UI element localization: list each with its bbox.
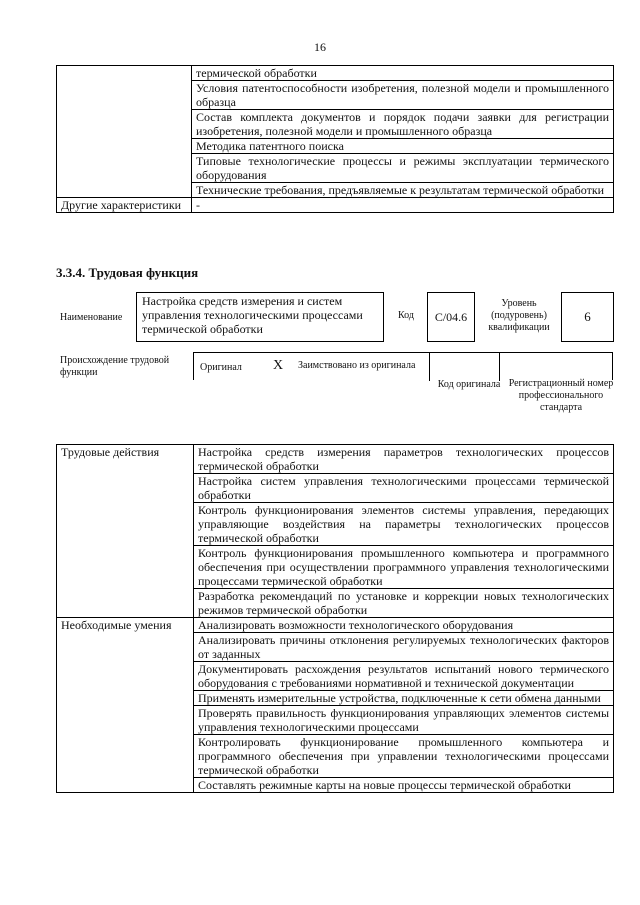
value-cell: Анализировать возможности технологического оборудования [194,618,614,633]
code-caption: Код оригинала [437,379,501,390]
value-cell: Типовые технологические процессы и режимы эксплуатации термического оборудования [192,154,614,183]
page-number: 16 [314,40,326,54]
value-cell: Составлять режимные карты на новые процессы термической обработки [194,778,614,793]
labor-functions-table [56,444,614,793]
value-cell: Контролировать функционирование промышленного компьютера и программного обеспечения при управлении технологическими процессами термической обработки [194,735,614,778]
table-row [57,618,614,633]
origin-label: Происхождение трудовой функции [60,355,170,378]
value-cell: Контроль функционирования промышленного компьютера и программного обеспечения при осуществлении программного управления технологическими процессами термической обработки [194,546,614,589]
borrowed-label: Заимствовано из оригинала [298,360,416,371]
original-label: Оригинал [200,362,242,373]
value-cell: Разработка рекомендаций по установке и коррекции новых технологических режимов термической обработки [194,589,614,618]
value-cell: Применять измерительные устройства, подключенные к сети обмена данными [194,691,614,706]
value-cell: Условия патентоспособности изобретения, полезной модели и промышленного образца [192,81,614,110]
value-cell: Проверять правильность функционирования управляющих элементов системы управления технологическими процессами [194,706,614,735]
row-label-cell: Другие характеристики [57,198,192,213]
level-label: Уровень (подуровень) квалификации [488,298,550,333]
origin-row [193,352,613,380]
table-row [57,66,614,81]
origin-code-cell [430,353,500,381]
code-label: Код [398,310,414,321]
name-label: Наименование [60,312,123,323]
table-row [57,445,614,474]
value-cell: Настройка систем управления технологическими процессами термической обработки [194,474,614,503]
row-label-cell: Необходимые умения [57,618,194,793]
origin-options-cell [194,353,430,381]
value-cell: Настройка средств измерения параметров технологических процессов термической обработки [194,445,614,474]
value-cell: Методика патентного поиска [192,139,614,154]
value-cell: Технические требования, предъявляемые к результатам термической обработки [192,183,614,198]
level-box: 6 [561,292,614,342]
value-cell: Контроль функционирования элементов системы управления, передающих управляющие воздействия на параметры технологических процессов термической обработки [194,503,614,546]
value-cell: Анализировать причины отклонения регулируемых технологических факторов от заданных [194,633,614,662]
value-cell: - [192,198,614,213]
reg-caption: Регистрационный номер профессионального стандарта [508,378,614,413]
function-code-box: C/04.6 [427,292,475,342]
section-title: 3.3.4. Трудовая функция [56,265,199,280]
table-row [57,198,614,213]
top-characteristics-table [56,65,614,213]
value-cell: Документировать расхождения результатов испытаний нового термического оборудования с требованиями нормативной и технической документации [194,662,614,691]
value-cell: термической обработки [192,66,614,81]
function-name-box: Настройка средств измерения и систем управления технологическими процессами термической обработки [136,292,384,342]
value-cell: Состав комплекта документов и порядок подачи заявки для регистрации изобретения, полезной модели и промышленного образца [192,110,614,139]
original-mark: X [273,358,284,373]
row-label-cell: Трудовые действия [57,445,194,618]
row-label-cell [57,66,192,198]
